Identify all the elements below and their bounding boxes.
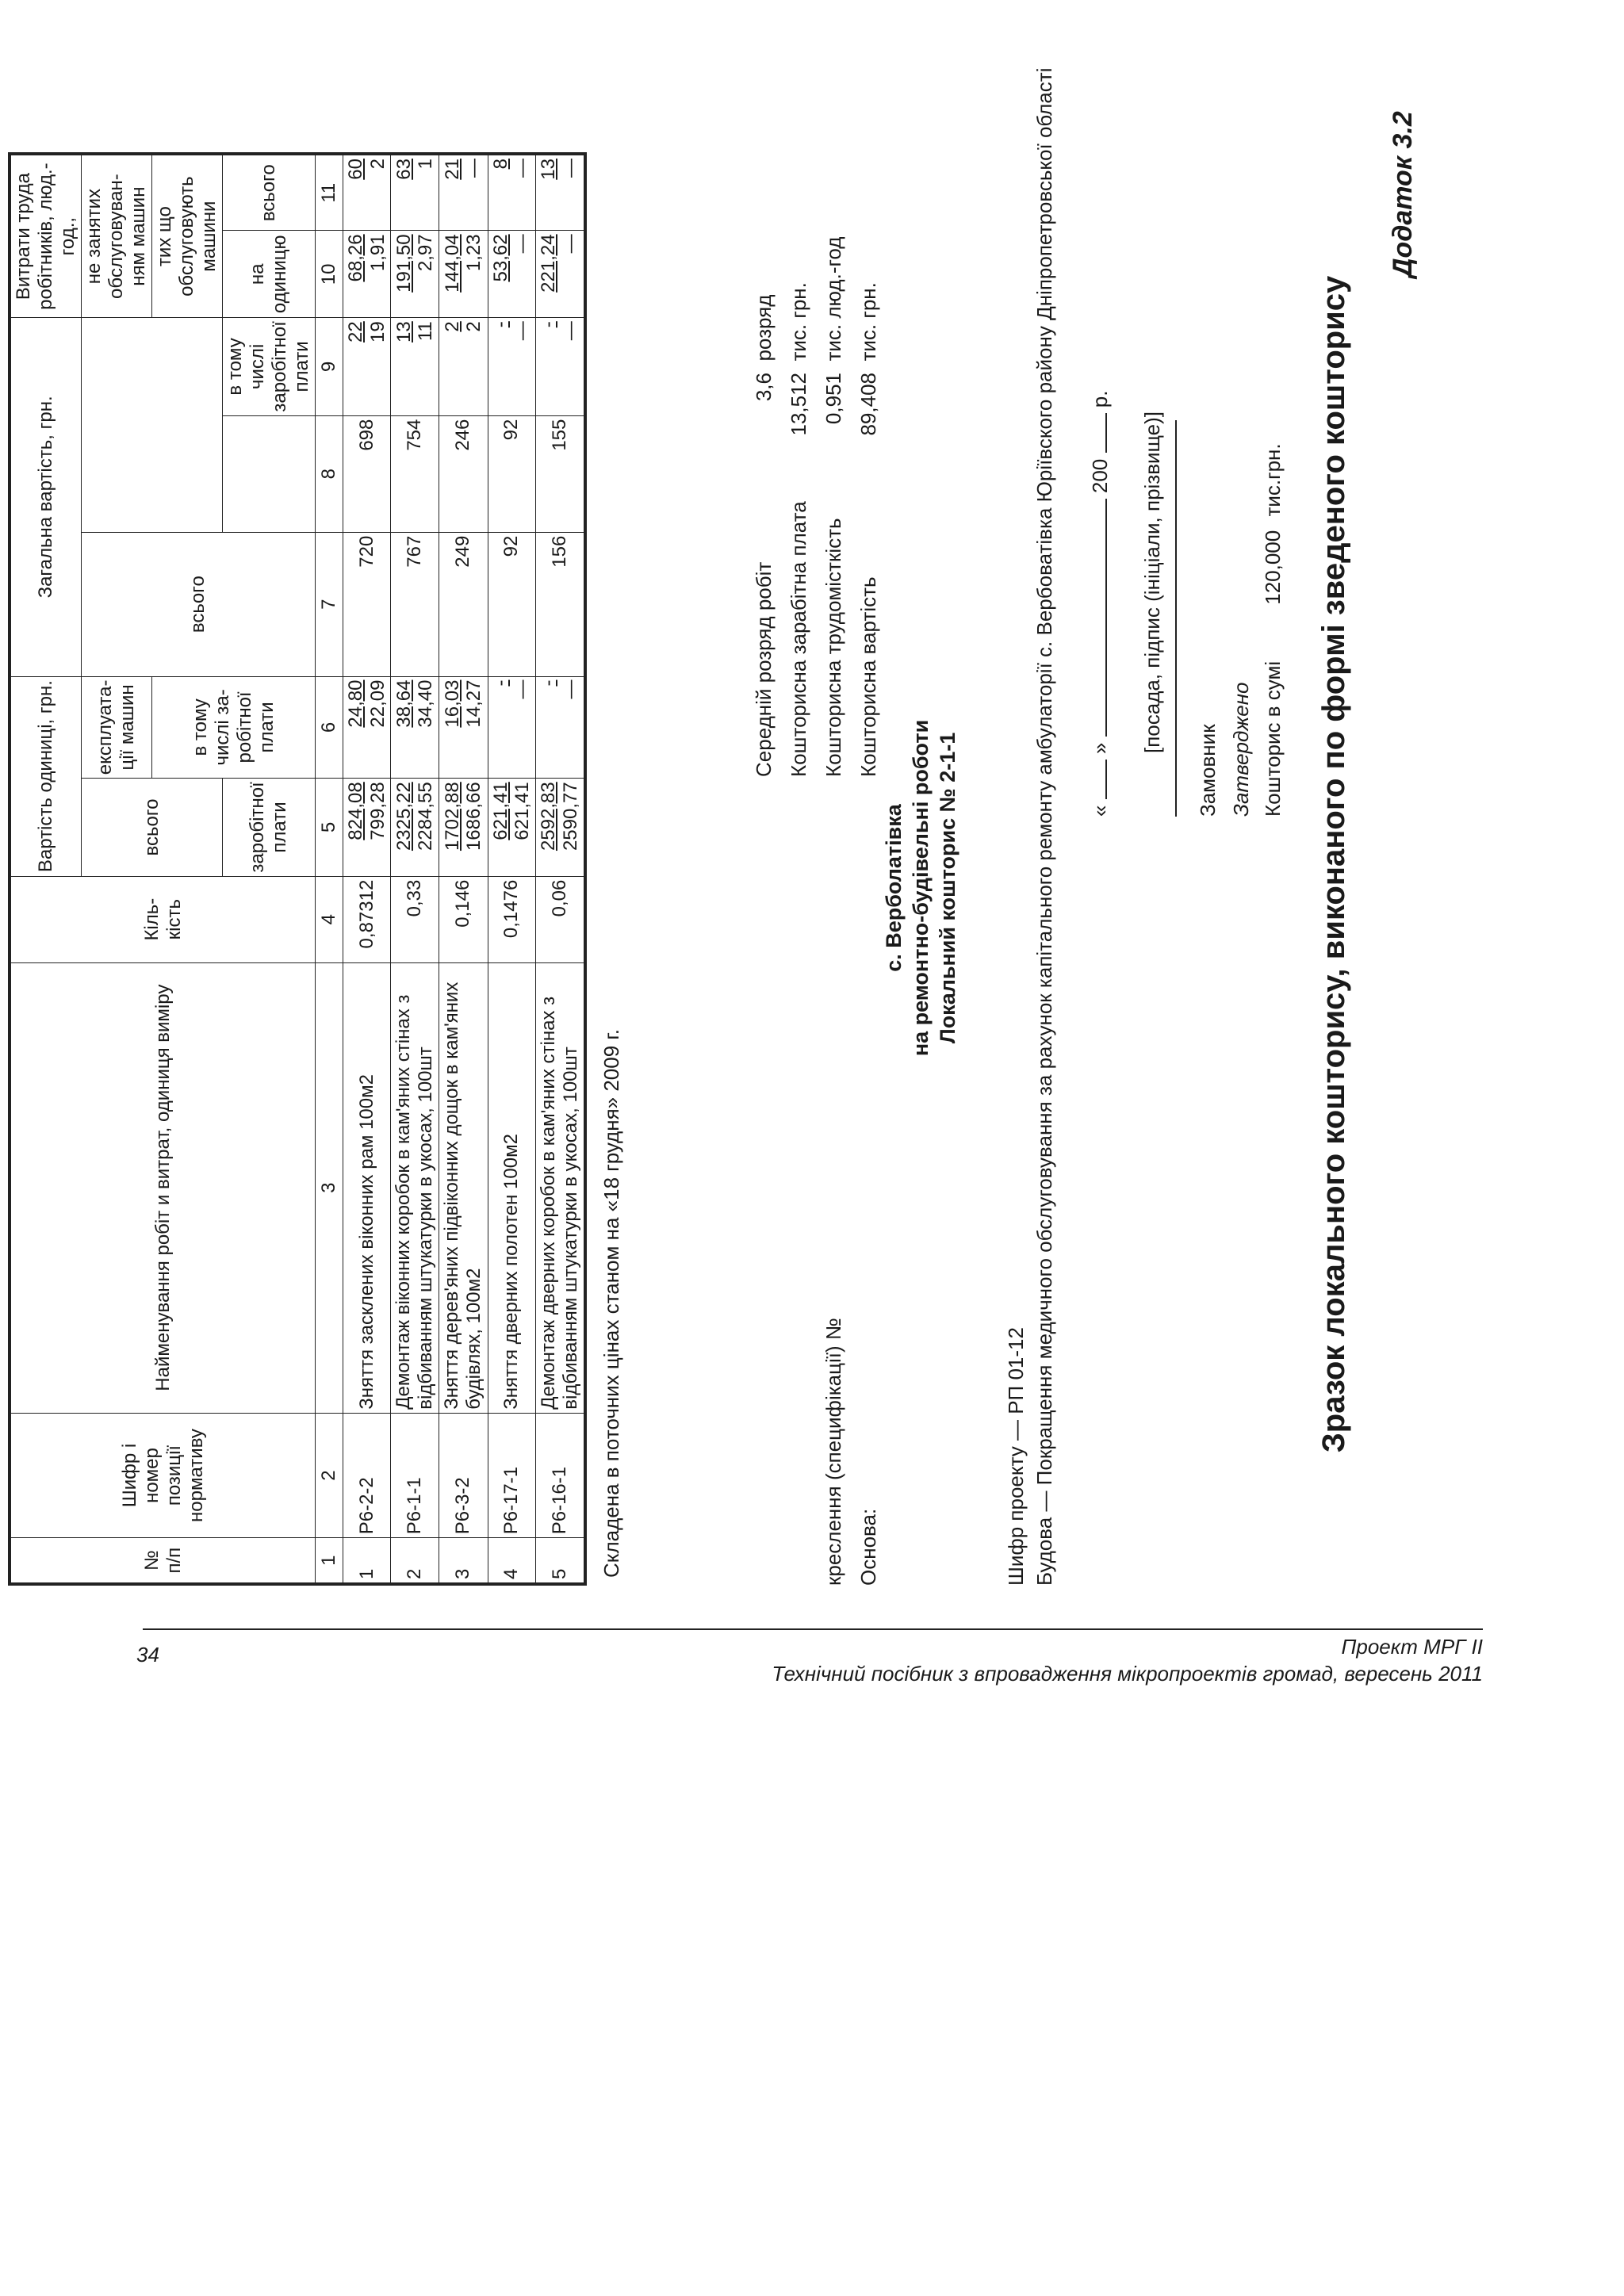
- estimate-sum-value: 120,000: [1261, 530, 1285, 605]
- col-number: 2: [316, 1413, 343, 1538]
- header-labor: Витрати труда робітників, люд.-год.,: [10, 154, 82, 318]
- table-row: 2 Р6-1-1 Демонтаж віконних коробок в кам'яних стінах з відбиванням штукатурки в укосах, 100шт 0,33 2325,22 2284,55 38,64 34,40 767 754 13 11 191,50 2,97 63 1: [391, 154, 439, 1584]
- header-total-cost: Загальна вартість, грн.: [10, 318, 82, 676]
- header-per-unit: на одиницю: [223, 231, 316, 318]
- drawings-label: креслення (специфікації) №: [822, 1318, 845, 1586]
- basis-label: Основа:: [856, 1508, 880, 1586]
- signature-caption: [посада, підпис (ініціали, прізвище)]: [1140, 411, 1164, 753]
- rotated-page-content: [0, 67, 1467, 1609]
- construction-line: Будова — Покращення медичного обслуговування за рахунок капітального ремонту амбулаторії с. Вербоватівка Юріївского району Дніпропетровської області: [1032, 67, 1056, 1586]
- table-row: 5 Р6-16-1 Демонтаж дверних коробок в кам'яних стінах з відбиванням штукатурки в укосах, 100шт 0,06 2592,83 2590,77 - — 156 155 - — 221,24 — 13 —: [535, 154, 585, 1584]
- header-unit-wage: заробітної плати: [223, 779, 316, 876]
- footer-rule: [143, 1628, 1483, 1630]
- summary-row: Кошторисна трудомісткість0,951 тис. люд.-год: [822, 236, 845, 777]
- col-number: 7: [316, 532, 343, 676]
- header-unit-machine-wage: в тому числі за-робітної плати: [152, 676, 316, 779]
- table-row: 3 Р6-3-2 Зняття дерев'яних підвіконних дощок в кам'яних будівлях, 100м2 0,146 1702,88 1686,66 16,03 14,27 249 246 2 2 144,04 1,23 21 —: [439, 154, 488, 1584]
- date-line: « » 200 р.: [1088, 390, 1112, 817]
- column-numbers-row: [316, 154, 343, 1584]
- estimate-sum-unit: тис.грн.: [1261, 443, 1285, 517]
- header-total-wage-incl: в тому числі заробітної плати: [223, 318, 316, 415]
- header-labor-machine: тих що обслуговують машини: [152, 154, 223, 318]
- header-all: всього: [223, 154, 316, 231]
- page-title: Зразок локального кошторису, виконаного по формі зведеного кошторису: [1316, 275, 1351, 1453]
- header-unit-total: всього: [82, 779, 223, 876]
- estimate-title-line3: с. Верболатівка: [882, 804, 906, 972]
- header-qty: Кіль-кість: [10, 876, 316, 962]
- header-unit-cost: Вартість одиниці, грн.: [10, 676, 82, 876]
- summary-row: Кошторисна вартість89,408 тис. грн.: [856, 282, 880, 777]
- col-number: 6: [316, 676, 343, 779]
- customer-label: Замовник: [1196, 724, 1220, 817]
- header-total-blank: [82, 318, 223, 532]
- appendix-label: Додаток 3.2: [1388, 111, 1418, 277]
- header-name: Найменування робіт и витрат, одиниця виміру: [10, 962, 316, 1413]
- estimate-table: [8, 152, 587, 1586]
- footer-project: Проект МРГ II: [1341, 1635, 1483, 1659]
- header-total-blank-2: [223, 415, 316, 532]
- header-total-all: всього: [82, 532, 316, 676]
- col-number: 1: [316, 1538, 343, 1584]
- estimate-title-line2: на ремонтно-будівельні роботи: [909, 719, 933, 1057]
- header-code: Шифр і номер позиції нормативу: [10, 1413, 316, 1538]
- estimate-sum-label: Кошторис в сумі: [1261, 660, 1285, 817]
- col-number: 10: [316, 231, 343, 318]
- estimate-title-line1: Локальний кошторис № 2-1-1: [936, 732, 959, 1044]
- col-number: 11: [316, 154, 343, 231]
- table-row: 1 Р6-2-2 Зняття засклених віконних рам 100м2 0,87312 824,08 799,28 24,80 22,09 720 698 22 19 68,26 1,91 60 2: [343, 154, 391, 1584]
- col-number: 4: [316, 876, 343, 962]
- col-number: 9: [316, 318, 343, 415]
- table-row: 4 Р6-17-1 Зняття дверних полотен 100м2 0,1476 621,41 621,41 - — 92 92 - — 53,62 — 8 —: [488, 154, 535, 1584]
- signature-line: [1175, 420, 1177, 817]
- summary-row: Середній розряд робіт3,6 розряд: [752, 294, 776, 777]
- col-number: 5: [316, 779, 343, 876]
- col-number: 8: [316, 415, 343, 532]
- summary-row: Кошторисна зарабітна плата13,512 тис. грн.: [787, 282, 810, 777]
- estimate-sum-line: [1261, 443, 1285, 817]
- approved-label: Затверджено: [1229, 682, 1253, 817]
- page-number: 34: [136, 1643, 159, 1667]
- header-labor-not-machine: не занятих обслуговуван-ням машин: [82, 154, 152, 318]
- project-code: Шифр проекту — РП 01-12: [1004, 1327, 1028, 1586]
- header-unit-machine: експлуата-ції машин: [82, 676, 152, 779]
- prices-note: Складена в поточних цінах станом на «18 грудня» 2009 г.: [599, 1029, 623, 1578]
- header-no: № п/п: [10, 1538, 316, 1584]
- footer-manual-title: Технічний посібник з впровадження мікропроектів громад, вересень 2011: [772, 1662, 1483, 1686]
- col-number: 3: [316, 962, 343, 1413]
